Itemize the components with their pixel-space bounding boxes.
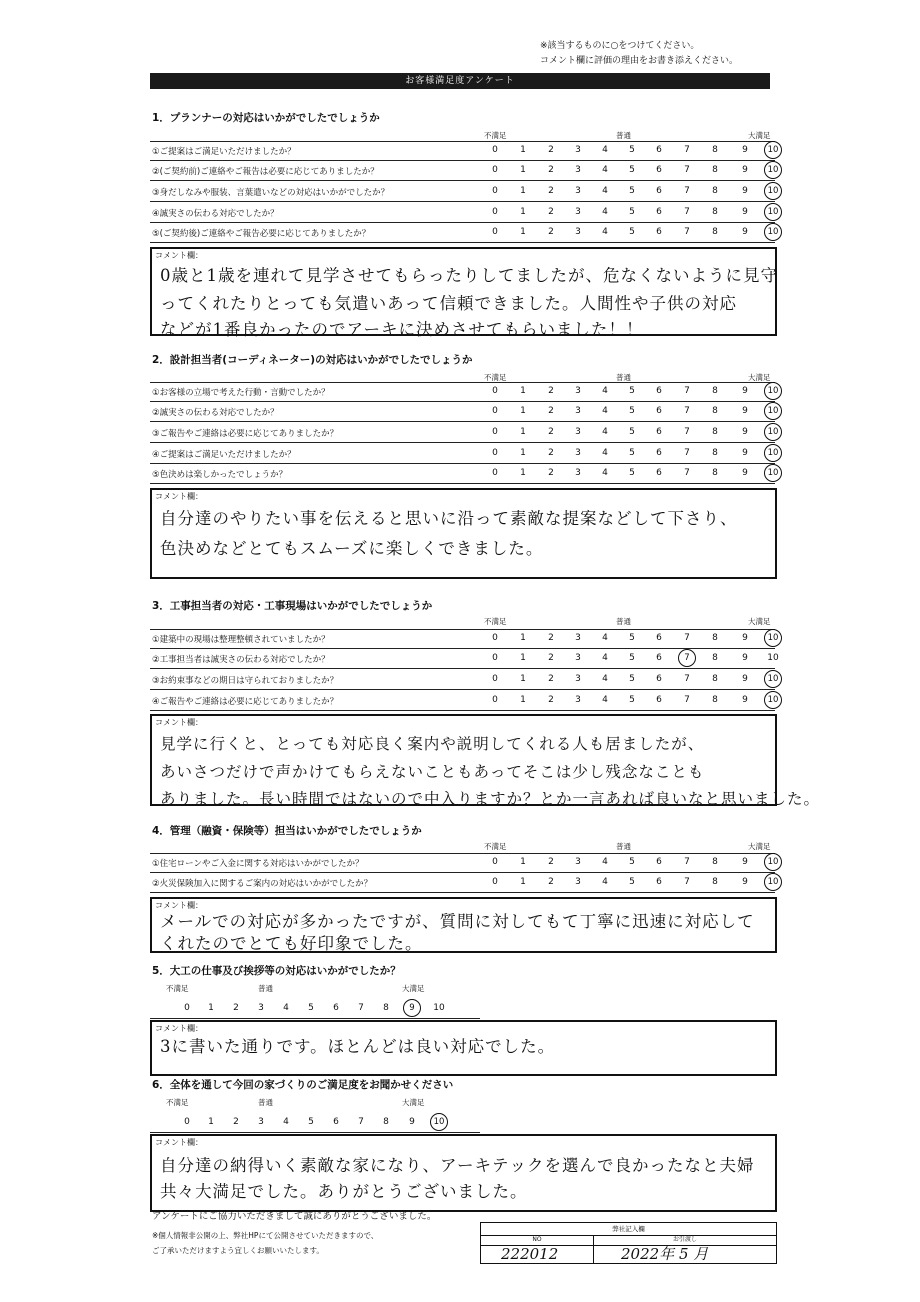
rating-option[interactable]: 0 <box>184 1117 190 1127</box>
rating-option[interactable]: 9 <box>742 877 748 887</box>
rating-option[interactable]: 6 <box>656 877 662 887</box>
rating-option[interactable]: 2 <box>548 227 554 237</box>
rating-option[interactable]: 1 <box>520 207 526 217</box>
selected-rating[interactable]: 10 <box>764 203 782 221</box>
scale-mid-label: 普通 <box>616 617 631 626</box>
handwritten-comment: メールでの対応が多かったですが、質問に対してもて丁寧に迅速に対応して <box>160 912 755 931</box>
record-number: 222012 <box>501 1245 559 1263</box>
rating-option[interactable]: 1 <box>520 448 526 458</box>
rating-option[interactable]: 9 <box>742 207 748 217</box>
rating-option[interactable]: 7 <box>684 468 690 478</box>
rating-option[interactable]: 0 <box>492 145 498 155</box>
rating-option[interactable]: 3 <box>575 468 581 478</box>
rating-option[interactable]: 6 <box>656 386 662 396</box>
rating-option[interactable]: 9 <box>742 653 748 663</box>
rating-option[interactable]: 9 <box>409 1117 415 1127</box>
question-row <box>150 382 779 402</box>
rating-option[interactable]: 7 <box>684 427 690 437</box>
rating-option[interactable]: 8 <box>712 207 718 217</box>
divider <box>593 1235 594 1263</box>
scale-low-label: 不満足 <box>484 842 507 851</box>
question-row <box>150 141 779 161</box>
rating-option[interactable]: 9 <box>742 695 748 705</box>
comment-label: コメント欄： <box>155 1138 203 1147</box>
rating-option[interactable]: 8 <box>712 427 718 437</box>
rating-option[interactable]: 3 <box>575 145 581 155</box>
rating-option[interactable]: 2 <box>548 448 554 458</box>
rating-option[interactable]: 2 <box>548 674 554 684</box>
selected-rating[interactable]: 10 <box>764 423 782 441</box>
comment-label: コメント欄： <box>155 1024 203 1033</box>
handover-date: 2022年 5 月 <box>621 1245 709 1263</box>
question-row <box>150 183 779 202</box>
handwritten-comment: 3に書いた通りです。ほとんどは良い対応でした。 <box>160 1037 556 1056</box>
rating-option[interactable]: 6 <box>656 674 662 684</box>
rating-option[interactable]: 1 <box>520 653 526 663</box>
question-row <box>150 445 779 464</box>
rating-option[interactable]: 1 <box>520 877 526 887</box>
rating-option[interactable]: 6 <box>656 427 662 437</box>
selected-rating[interactable]: 10 <box>764 464 782 482</box>
rating-row <box>150 1114 480 1133</box>
selected-rating[interactable]: 10 <box>764 402 782 420</box>
section-title: 2．設計担当者(コーディネーター)の対応はいかがでしたでしょうか <box>152 354 473 366</box>
selected-rating[interactable]: 10 <box>764 670 782 688</box>
rating-option[interactable]: 7 <box>684 165 690 175</box>
rating-option[interactable]: 1 <box>520 674 526 684</box>
rating-option[interactable]: 2 <box>548 633 554 643</box>
rating-option[interactable]: 1 <box>520 427 526 437</box>
rating-option[interactable]: 9 <box>742 386 748 396</box>
rating-option[interactable]: 0 <box>492 448 498 458</box>
rating-option[interactable]: 8 <box>712 633 718 643</box>
rating-option[interactable]: 7 <box>684 857 690 867</box>
section-title: 6．全体を通して今回の家づくりのご満足度をお聞かせください <box>152 1079 454 1091</box>
section-title: 5．大工の仕事及び挨拶等の対応はいかがでしたか？ <box>152 965 401 977</box>
rating-option[interactable]: 6 <box>656 186 662 196</box>
rating-option[interactable]: 4 <box>602 633 608 643</box>
rating-option[interactable]: 9 <box>742 427 748 437</box>
rating-option[interactable]: 0 <box>492 227 498 237</box>
rating-option[interactable]: 5 <box>629 386 635 396</box>
rating-option[interactable]: 10 <box>433 1003 445 1013</box>
selected-rating[interactable]: 10 <box>764 141 782 159</box>
selected-rating[interactable]: 10 <box>430 1113 448 1131</box>
rating-option[interactable]: 5 <box>629 653 635 663</box>
selected-rating[interactable]: 10 <box>764 691 782 709</box>
comment-label: コメント欄： <box>155 718 203 727</box>
rating-option[interactable]: 8 <box>712 186 718 196</box>
handwritten-comment: 色決めなどとてもスムーズに楽しくできました。 <box>160 539 544 558</box>
handover-label: お引渡し <box>594 1235 776 1246</box>
question-text: ①ご提案はご満足いただけましたか？ <box>152 147 296 157</box>
rating-option[interactable]: 1 <box>520 186 526 196</box>
office-use-box <box>480 1222 777 1264</box>
rating-option[interactable]: 9 <box>742 633 748 643</box>
question-text: ④ご提案はご満足いただけましたか？ <box>152 450 296 460</box>
rating-option[interactable]: 2 <box>548 207 554 217</box>
rating-option[interactable]: 6 <box>333 1003 339 1013</box>
rating-option[interactable]: 4 <box>602 145 608 155</box>
handwritten-comment: 0歳と1歳を連れて見学させてもらったりしてましたが、危なくないように見守 <box>160 266 778 285</box>
rating-option[interactable]: 4 <box>602 406 608 416</box>
question-row <box>150 424 779 443</box>
rating-option[interactable]: 2 <box>548 468 554 478</box>
rating-option[interactable]: 1 <box>208 1003 214 1013</box>
rating-option[interactable]: 5 <box>629 674 635 684</box>
scale-mid-label: 普通 <box>616 842 631 851</box>
rating-option[interactable]: 4 <box>602 427 608 437</box>
scale-high-label: 大満足 <box>748 617 771 626</box>
no-label: NO <box>481 1235 594 1246</box>
rating-option[interactable]: 0 <box>184 1003 190 1013</box>
rating-option[interactable]: 7 <box>684 674 690 684</box>
rating-option[interactable]: 5 <box>629 857 635 867</box>
question-text: ①住宅ローンやご入金に関する対応はいかがでしたか？ <box>152 859 364 869</box>
rating-option[interactable]: 6 <box>656 227 662 237</box>
rating-option[interactable]: 8 <box>712 386 718 396</box>
rating-option[interactable]: 5 <box>308 1003 314 1013</box>
handwritten-comment: くれたのでとても好印象でした。 <box>160 934 423 953</box>
rating-option[interactable]: 1 <box>520 165 526 175</box>
rating-option[interactable]: 7 <box>684 633 690 643</box>
rating-option[interactable]: 4 <box>602 653 608 663</box>
survey-banner: お客様満足度アンケート <box>150 73 770 89</box>
rating-option[interactable]: 7 <box>684 448 690 458</box>
rating-option[interactable]: 8 <box>712 406 718 416</box>
scale-low-label: 不満足 <box>166 1098 189 1107</box>
question-text: ⑤色決めは楽しかったでしょうか？ <box>152 470 288 480</box>
rating-option[interactable]: 0 <box>492 468 498 478</box>
handwritten-comment: などが1番良かったのでアーキに決めさせてもらいました！！ <box>160 320 644 339</box>
rating-option[interactable]: 4 <box>283 1003 289 1013</box>
rating-option[interactable]: 7 <box>358 1003 364 1013</box>
scale-high-label: 大満足 <box>748 131 771 140</box>
privacy-note: ご了承いただけますよう宜しくお願いいたします。 <box>152 1246 324 1255</box>
rating-option[interactable]: 7 <box>358 1117 364 1127</box>
scale-mid-label: 普通 <box>258 984 273 993</box>
rating-option[interactable]: 0 <box>492 386 498 396</box>
question-row <box>150 853 779 873</box>
rating-option[interactable]: 8 <box>712 227 718 237</box>
comment-label: コメント欄： <box>155 492 203 501</box>
rating-option[interactable]: 7 <box>684 877 690 887</box>
handwritten-comment: 自分達の納得いく素敵な家になり、アーキテックを選んで良かったなと夫婦 <box>160 1156 755 1175</box>
question-text: ③身だしなみや服装、言葉遣いなどの対応はいかがでしたか？ <box>152 188 390 198</box>
rating-option[interactable]: 3 <box>575 427 581 437</box>
section-title: 3．工事担当者の対応・工事現場はいかがでしたでしょうか <box>152 600 433 612</box>
rating-option[interactable]: 9 <box>742 857 748 867</box>
scale-low-label: 不満足 <box>484 131 507 140</box>
rating-option[interactable]: 3 <box>575 448 581 458</box>
question-text: ②(ご契約前)ご連絡やご報告は必要に応じてありましたか？ <box>152 167 379 177</box>
rating-option[interactable]: 3 <box>575 633 581 643</box>
handwritten-comment: 見学に行くと、とっても対応良く案内や説明してくれる人も居ましたが、 <box>160 735 705 753</box>
rating-option[interactable]: 1 <box>520 857 526 867</box>
scale-mid-label: 普通 <box>258 1098 273 1107</box>
rating-option[interactable]: 7 <box>684 186 690 196</box>
rating-option[interactable]: 0 <box>492 633 498 643</box>
question-row <box>150 162 779 181</box>
scale-high-label: 大満足 <box>402 984 425 993</box>
rating-option[interactable]: 5 <box>629 633 635 643</box>
rating-option[interactable]: 6 <box>656 207 662 217</box>
section-title: 1．プランナーの対応はいかがでしたでしょうか <box>152 112 380 124</box>
question-text: ③ご報告やご連絡は必要に応じてありましたか？ <box>152 429 339 439</box>
scale-mid-label: 普通 <box>616 373 631 382</box>
rating-option[interactable]: 4 <box>602 695 608 705</box>
rating-option[interactable]: 0 <box>492 695 498 705</box>
selected-rating[interactable]: 9 <box>403 999 421 1017</box>
rating-option[interactable]: 5 <box>629 186 635 196</box>
rating-option[interactable]: 7 <box>684 695 690 705</box>
rating-option[interactable]: 4 <box>602 468 608 478</box>
rating-option[interactable]: 7 <box>684 207 690 217</box>
rating-option[interactable]: 7 <box>684 227 690 237</box>
rating-option[interactable]: 0 <box>492 406 498 416</box>
rating-option[interactable]: 3 <box>575 406 581 416</box>
rating-option[interactable]: 5 <box>629 427 635 437</box>
rating-option[interactable]: 5 <box>629 406 635 416</box>
rating-option[interactable]: 4 <box>283 1117 289 1127</box>
rating-option[interactable]: 2 <box>548 857 554 867</box>
rating-option[interactable]: 5 <box>629 695 635 705</box>
rating-option[interactable]: 3 <box>575 186 581 196</box>
scale-low-label: 不満足 <box>484 373 507 382</box>
rating-option[interactable]: 0 <box>492 207 498 217</box>
question-row <box>150 692 779 711</box>
question-text: ①建築中の現場は整理整頓されていましたか？ <box>152 635 330 645</box>
rating-option[interactable]: 7 <box>684 406 690 416</box>
rating-option[interactable]: 4 <box>602 386 608 396</box>
selected-rating[interactable]: 10 <box>764 382 782 400</box>
rating-option[interactable]: 8 <box>712 857 718 867</box>
rating-option[interactable]: 2 <box>548 653 554 663</box>
instruction-note: ※該当するものに○をつけてください。 <box>540 41 700 51</box>
rating-option[interactable]: 6 <box>656 653 662 663</box>
rating-option[interactable]: 4 <box>602 207 608 217</box>
question-row <box>150 671 779 690</box>
rating-option[interactable]: 3 <box>575 227 581 237</box>
rating-option[interactable]: 9 <box>742 448 748 458</box>
rating-option[interactable]: 6 <box>656 165 662 175</box>
rating-option[interactable]: 9 <box>742 406 748 416</box>
rating-option[interactable]: 4 <box>602 227 608 237</box>
scale-high-label: 大満足 <box>402 1098 425 1107</box>
rating-option[interactable]: 4 <box>602 857 608 867</box>
handwritten-comment: ありました。長い時間ではないので中入りますか？とか一言あれば良いなと思いました。 <box>160 790 821 808</box>
rating-option[interactable]: 3 <box>575 695 581 705</box>
rating-option[interactable]: 3 <box>575 857 581 867</box>
rating-option[interactable]: 3 <box>258 1117 264 1127</box>
rating-option[interactable]: 4 <box>602 186 608 196</box>
rating-option[interactable]: 6 <box>656 695 662 705</box>
rating-option[interactable]: 9 <box>742 674 748 684</box>
privacy-note: ※個人情報非公開の上、弊社HPにて公開させていただきますので、 <box>152 1231 379 1240</box>
rating-option[interactable]: 8 <box>712 653 718 663</box>
scale-high-label: 大満足 <box>748 373 771 382</box>
question-row <box>150 650 779 669</box>
rating-option[interactable]: 6 <box>656 857 662 867</box>
rating-option[interactable]: 8 <box>712 674 718 684</box>
rating-option[interactable]: 6 <box>656 633 662 643</box>
office-use-header: 弊社記入欄 <box>481 1223 776 1236</box>
question-row <box>150 629 779 649</box>
rating-option[interactable]: 2 <box>548 427 554 437</box>
question-text: ②工事担当者は誠実さの伝わる対応でしたか？ <box>152 655 330 665</box>
question-text: ④ご報告やご連絡は必要に応じてありましたか？ <box>152 697 339 707</box>
rating-option[interactable]: 7 <box>684 386 690 396</box>
comment-label: コメント欄： <box>155 251 203 260</box>
rating-option[interactable]: 3 <box>575 674 581 684</box>
selected-rating[interactable]: 10 <box>764 629 782 647</box>
selected-rating[interactable]: 10 <box>764 161 782 179</box>
selected-rating[interactable]: 10 <box>764 873 782 891</box>
rating-option[interactable]: 9 <box>742 227 748 237</box>
rating-option[interactable]: 6 <box>656 468 662 478</box>
rating-option[interactable]: 5 <box>629 227 635 237</box>
rating-option[interactable]: 3 <box>575 386 581 396</box>
rating-option[interactable]: 9 <box>742 186 748 196</box>
rating-option[interactable]: 1 <box>520 633 526 643</box>
rating-option[interactable]: 8 <box>712 145 718 155</box>
rating-option[interactable]: 4 <box>602 877 608 887</box>
rating-option[interactable]: 0 <box>492 857 498 867</box>
selected-rating[interactable]: 10 <box>764 853 782 871</box>
scale-low-label: 不満足 <box>484 617 507 626</box>
rating-option[interactable]: 3 <box>258 1003 264 1013</box>
rating-option[interactable]: 2 <box>548 145 554 155</box>
section-title: 4．管理（融資・保険等）担当はいかがでしたでしょうか <box>152 825 422 837</box>
rating-option[interactable]: 8 <box>712 695 718 705</box>
question-text: ③お約束事などの期日は守られておりましたか？ <box>152 676 339 686</box>
rating-option[interactable]: 0 <box>492 427 498 437</box>
rating-option[interactable]: 9 <box>742 165 748 175</box>
handwritten-comment: ってくれたりとっても気遣いあって信頼できました。人間性や子供の対応 <box>160 294 738 313</box>
rating-option[interactable]: 2 <box>548 186 554 196</box>
rating-option[interactable]: 6 <box>656 145 662 155</box>
rating-option[interactable]: 5 <box>629 468 635 478</box>
selected-rating[interactable]: 10 <box>764 223 782 241</box>
rating-option[interactable]: 2 <box>548 386 554 396</box>
rating-option[interactable]: 6 <box>333 1117 339 1127</box>
rating-row <box>150 1000 480 1019</box>
handwritten-comment: 自分達のやりたい事を伝えると思いに沿って素敵な提案などして下さり、 <box>160 509 738 528</box>
rating-option[interactable]: 6 <box>656 406 662 416</box>
selected-rating[interactable]: 10 <box>764 444 782 462</box>
rating-option[interactable]: 0 <box>492 165 498 175</box>
scale-high-label: 大満足 <box>748 842 771 851</box>
rating-option[interactable]: 0 <box>492 674 498 684</box>
rating-option[interactable]: 1 <box>520 468 526 478</box>
rating-option[interactable]: 1 <box>520 406 526 416</box>
rating-option[interactable]: 0 <box>492 877 498 887</box>
rating-option[interactable]: 9 <box>742 468 748 478</box>
rating-option[interactable]: 8 <box>712 468 718 478</box>
rating-option[interactable]: 10 <box>767 653 779 663</box>
rating-option[interactable]: 5 <box>629 448 635 458</box>
rating-option[interactable]: 1 <box>520 145 526 155</box>
rating-option[interactable]: 1 <box>208 1117 214 1127</box>
rating-option[interactable]: 8 <box>712 165 718 175</box>
rating-option[interactable]: 3 <box>575 877 581 887</box>
handwritten-comment: あいさつだけで声かけてもらえないこともあってそこは少し残念なことも <box>160 763 705 781</box>
question-text: ①お客様の立場で考えた行動・言動でしたか？ <box>152 388 330 398</box>
question-row <box>150 465 779 484</box>
rating-option[interactable]: 4 <box>602 448 608 458</box>
rating-option[interactable]: 5 <box>308 1117 314 1127</box>
rating-option[interactable]: 7 <box>684 145 690 155</box>
rating-option[interactable]: 2 <box>548 165 554 175</box>
rating-option[interactable]: 3 <box>575 165 581 175</box>
rating-option[interactable]: 8 <box>712 877 718 887</box>
question-text: ②誠実さの伝わる対応でしたか？ <box>152 408 279 418</box>
question-text: ④誠実さの伝わる対応でしたか？ <box>152 209 279 219</box>
rating-option[interactable]: 4 <box>602 674 608 684</box>
rating-option[interactable]: 4 <box>602 165 608 175</box>
scale-low-label: 不満足 <box>166 984 189 993</box>
rating-option[interactable]: 2 <box>548 695 554 705</box>
rating-option[interactable]: 0 <box>492 653 498 663</box>
rating-option[interactable]: 2 <box>548 877 554 887</box>
rating-option[interactable]: 2 <box>233 1117 239 1127</box>
rating-option[interactable]: 3 <box>575 653 581 663</box>
question-text: ⑤(ご契約後)ご連絡やご報告必要に応じてありましたか？ <box>152 229 371 239</box>
rating-option[interactable]: 8 <box>383 1003 389 1013</box>
rating-option[interactable]: 8 <box>712 448 718 458</box>
rating-option[interactable]: 2 <box>548 406 554 416</box>
comment-box[interactable] <box>150 488 777 579</box>
instruction-note: コメント欄に評価の理由をお書き添えください。 <box>540 56 739 66</box>
question-row <box>150 874 779 893</box>
rating-option[interactable]: 2 <box>233 1003 239 1013</box>
question-row <box>150 224 779 243</box>
rating-option[interactable]: 8 <box>383 1117 389 1127</box>
rating-option[interactable]: 5 <box>629 207 635 217</box>
selected-rating[interactable]: 7 <box>678 649 696 667</box>
rating-option[interactable]: 9 <box>742 145 748 155</box>
rating-option[interactable]: 1 <box>520 695 526 705</box>
rating-option[interactable]: 1 <box>520 386 526 396</box>
scale-mid-label: 普通 <box>616 131 631 140</box>
selected-rating[interactable]: 10 <box>764 182 782 200</box>
question-row <box>150 403 779 422</box>
rating-option[interactable]: 3 <box>575 207 581 217</box>
handwritten-comment: 共々大満足でした。ありがとうございました。 <box>160 1182 528 1201</box>
question-row <box>150 204 779 223</box>
rating-option[interactable]: 6 <box>656 448 662 458</box>
thanks-text: アンケートにご協力いただきまして誠にありがとうございました。 <box>152 1211 437 1222</box>
question-text: ②火災保険加入に関するご案内の対応はいかがでしたか？ <box>152 879 373 889</box>
rating-option[interactable]: 0 <box>492 186 498 196</box>
comment-label: コメント欄： <box>155 901 203 910</box>
rating-option[interactable]: 1 <box>520 227 526 237</box>
rating-option[interactable]: 5 <box>629 145 635 155</box>
rating-option[interactable]: 5 <box>629 877 635 887</box>
rating-option[interactable]: 5 <box>629 165 635 175</box>
